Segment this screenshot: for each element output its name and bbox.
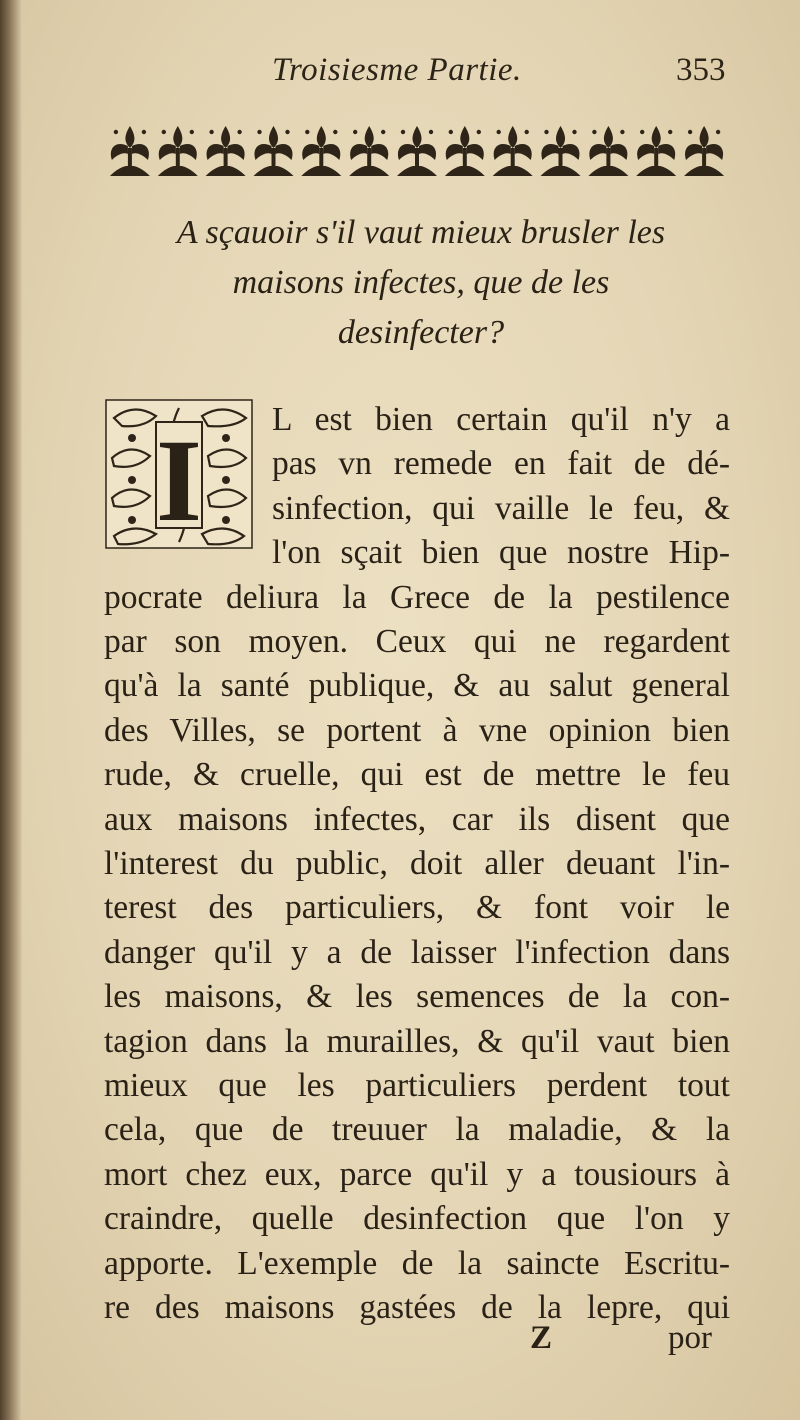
fleuron-icon [493,126,533,176]
heading-line: maisons infectes, que de les [232,264,610,301]
text-line: des Villes, se portent à vne opinion bien [104,711,730,749]
running-head: Troisiesme Partie. [272,52,522,88]
fleuron-icon [110,126,150,176]
text-line: par son moyen. Ceux qui ne regardent [104,623,730,660]
text-line: qu'à la santé publique, & au salut general [104,667,730,705]
text-line: tagion dans la murailles, & qu'il vaut bien [104,1022,730,1060]
text-line: les maisons, & les semences de la con- [104,978,730,1016]
fleuron-icon [636,126,676,176]
drop-cap-letter: I [156,415,202,546]
text-line: l'on sçait bien que nostre Hip- [272,534,730,572]
catchword: por [668,1320,712,1356]
binding-gutter [0,0,22,1420]
signature-mark: Z [530,1320,553,1356]
text-line: craindre, quelle desinfection que l'on y [104,1200,730,1238]
text-line: apporte. L'exemple de la saincte Escritu- [104,1244,730,1282]
fleuron-icon [588,126,628,176]
text-line: pocrate deliura la Grece de la pestilence [104,578,730,616]
text-line: mieux que les particuliers perdent tout [104,1067,730,1104]
text-line: pas vn remede en fait de dé- [272,445,730,483]
heading-line: A sçauoir s'il vaut mieux brusler les [176,214,666,251]
page-number: 353 [676,52,726,88]
fleuron-icon [254,126,294,176]
text-line: cela, que de treuuer la maladie, & la [104,1111,730,1149]
text-line: danger qu'il y a de laisser l'infection dans [104,933,730,971]
fleuron-icon [301,126,341,176]
text-line: aux maisons infectes, car ils disent que [104,800,730,838]
fleuron-ornament-band [106,122,728,178]
text-line: re des maisons gastées de la lepre, qui [104,1289,730,1326]
heading-line: desinfecter? [337,314,505,351]
fleuron-icon [684,126,724,176]
fleuron-icon [158,126,198,176]
fleuron-icon [349,126,389,176]
fleuron-icon [397,126,437,176]
text-line: terest des particuliers, & font voir le [104,889,730,927]
text-line: l'interest du public, doit aller deuant l'in- [104,845,730,882]
text-line: rude, & cruelle, qui est de mettre le feu [104,756,730,794]
chapter-heading [96,208,746,358]
fleuron-icon [541,126,581,176]
text-line: sinfection, qui vaille le feu, & [272,489,730,527]
text-line: mort chez eux, parce qu'il y a tousiours à [104,1155,730,1193]
fleuron-icon [445,126,485,176]
fleuron-icon [206,126,246,176]
decorated-initial [104,398,254,550]
text-line: L est bien certain qu'il n'y a [272,401,730,438]
